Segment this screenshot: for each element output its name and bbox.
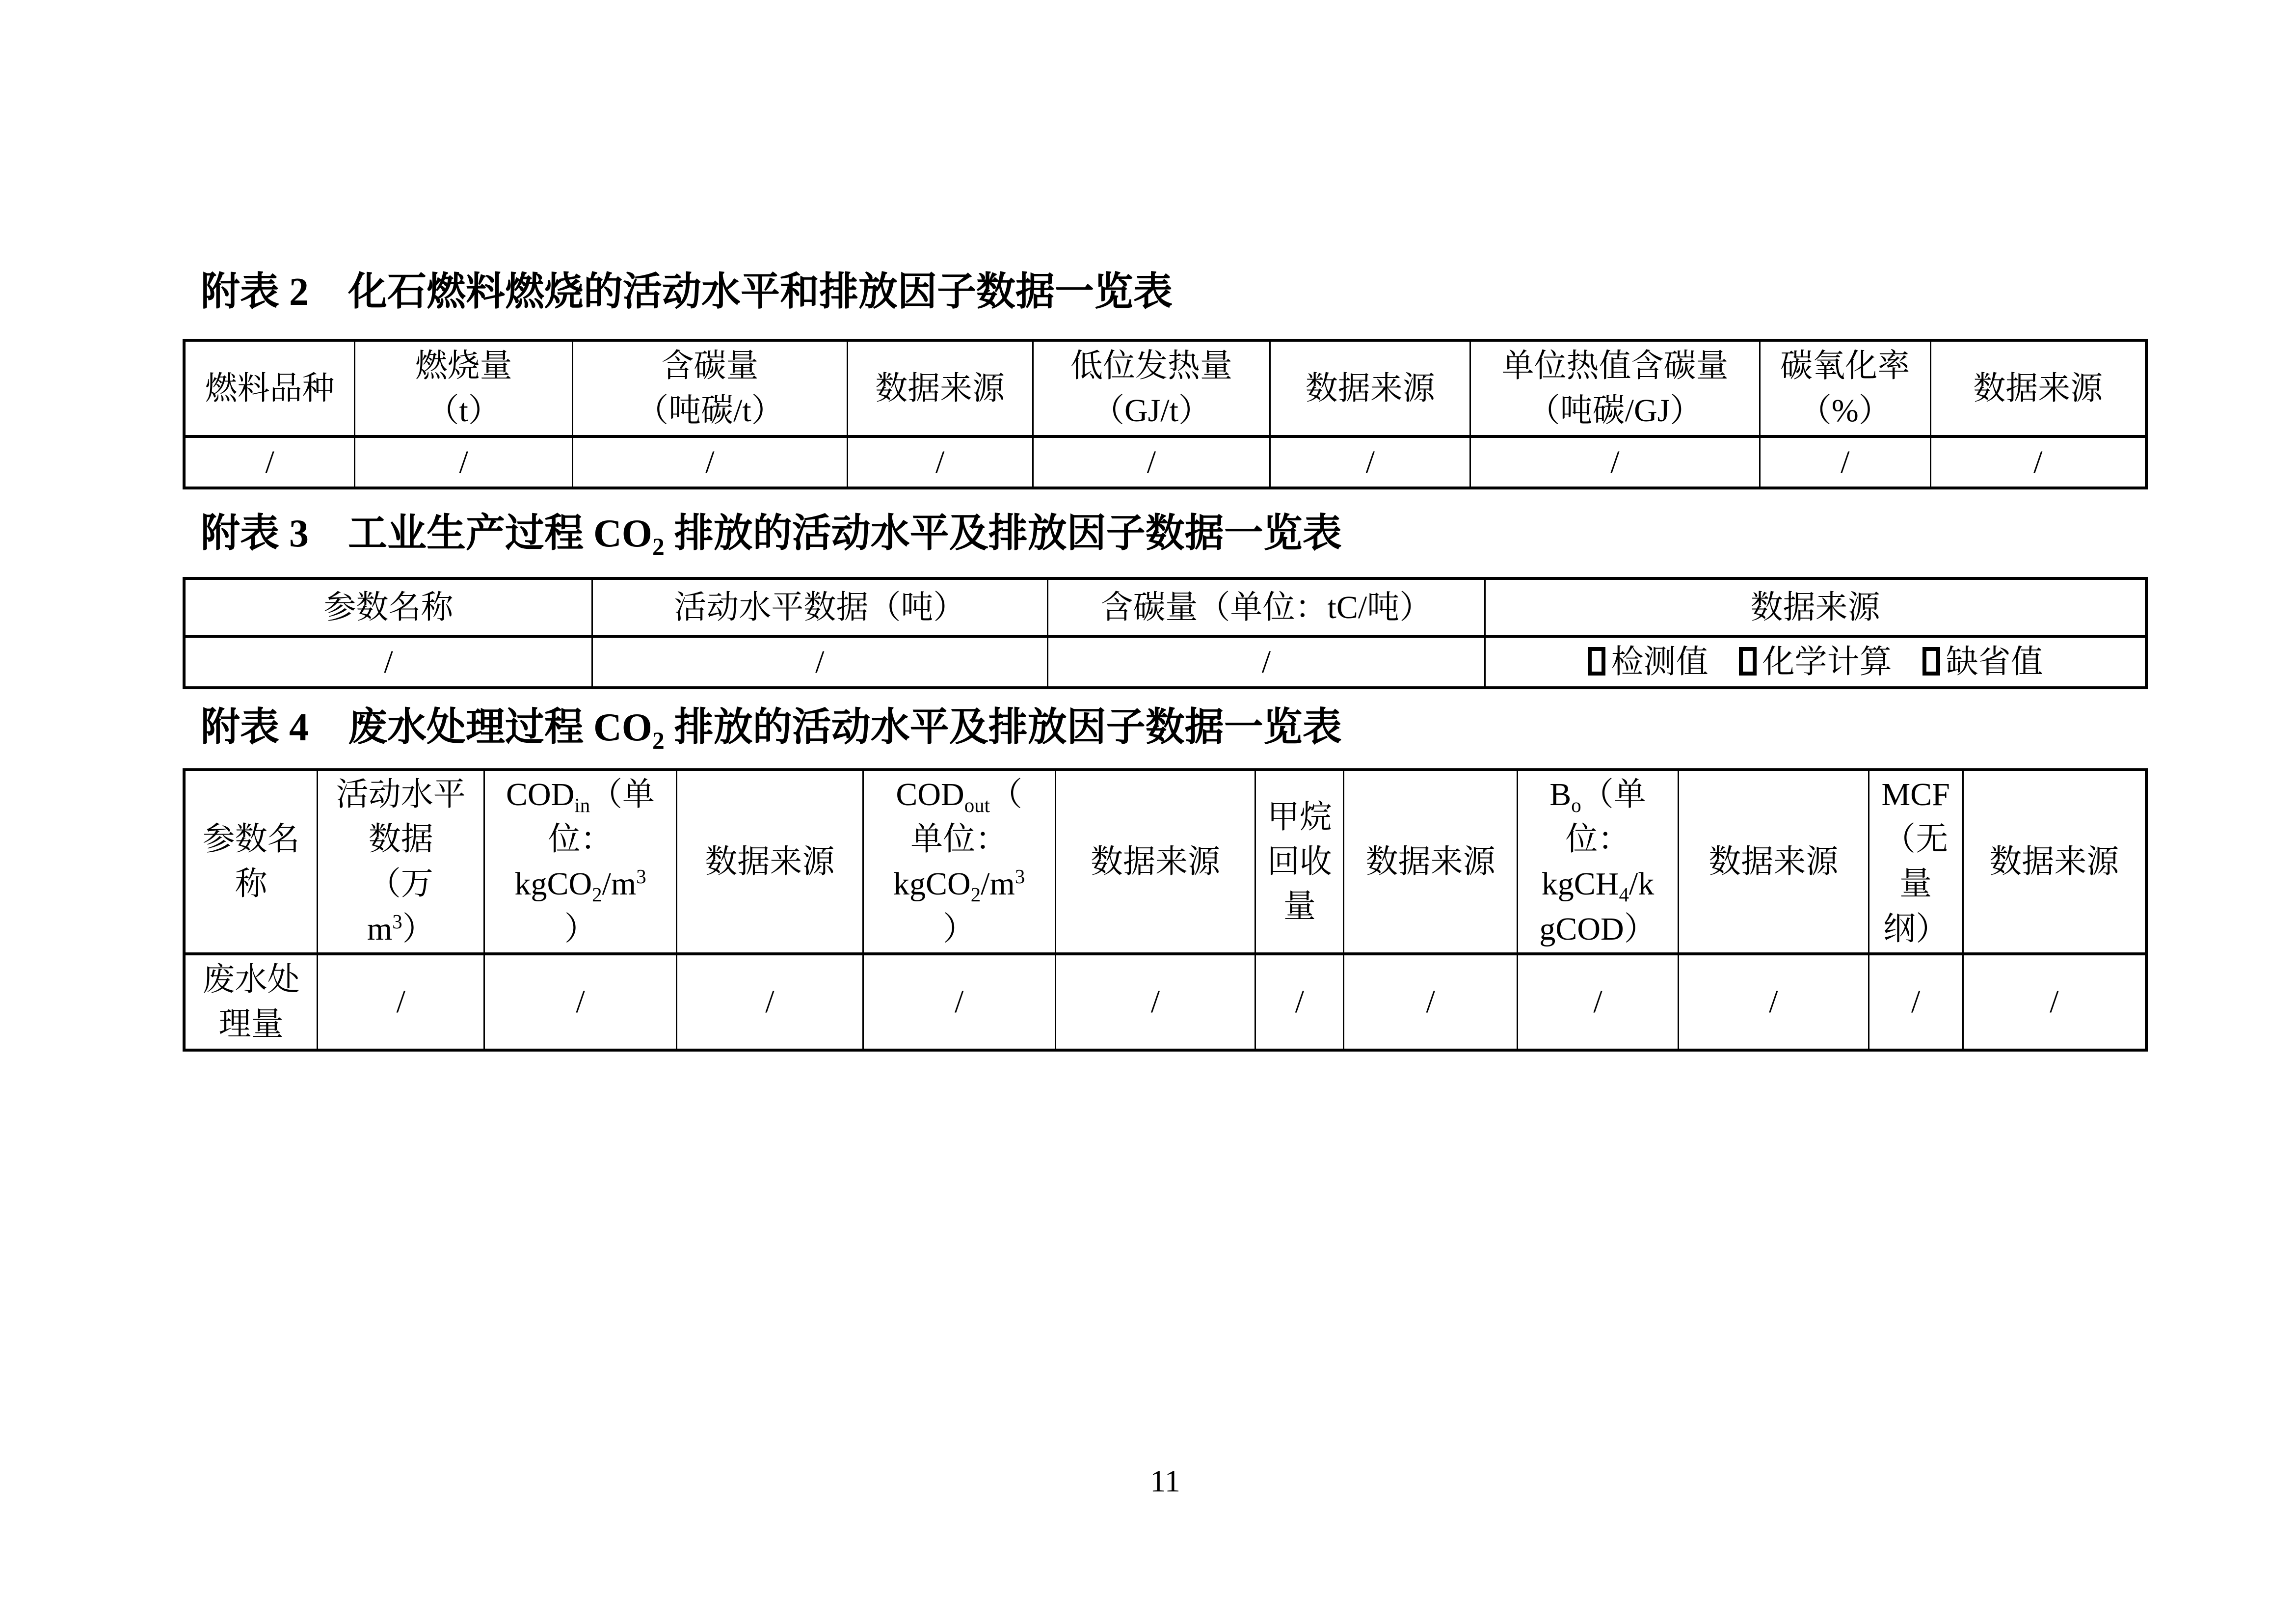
data-cell: / [1760,436,1930,488]
data-row [184,636,2146,688]
header-cell: 数据来源 [1055,770,1255,953]
header-cell: 甲烷 回收 量 [1255,770,1344,953]
data-cell: / [484,954,677,1050]
data-cell: / [1963,954,2146,1050]
data-cell: / [1678,954,1869,1050]
data-cell: / [1869,954,1963,1050]
header-cell: 参数名 称 [184,770,318,953]
checkbox-icon [1739,647,1757,676]
data-row [184,954,2146,1050]
header-cell: 数据来源 [1963,770,2146,953]
header-cell: $B_o$（单 位： kgCH$_4$/k gCOD） [1518,770,1679,953]
header-cell: $COD_{out}$（ 单位： $kgCO_2/m^3$ ） [863,770,1055,953]
data-cell: / [1055,954,1255,1050]
header-cell: 单位热值含碳量 （吨碳/GJ） [1470,340,1760,436]
header-row [184,770,2146,953]
data-cell: / [184,636,592,688]
checkbox-label: 检测值 [1611,644,1709,680]
data-cell: / [847,436,1033,488]
header-cell: 数据来源 [1678,770,1869,953]
data-cell: / [355,436,573,488]
data-cell: / [1255,954,1344,1050]
wastewater-treatment-table [183,768,2148,1051]
data-cell: / [184,436,355,488]
checkbox-label: 缺省值 [1946,644,2043,680]
industrial-process-table [183,577,2148,689]
data-cell: / [1270,436,1470,488]
data-cell: / [1930,436,2146,488]
header-cell: MCF （无 量纲） [1869,770,1963,953]
data-cell: 废水处 理量 [184,954,318,1050]
header-cell: 数据来源 [1485,578,2146,636]
appendix-table-2-title: 附表 2 化石燃料燃烧的活动水平和排放因子数据一览表 [201,271,1173,314]
data-source-options-cell [1485,636,2146,688]
header-cell: 含碳量（单位：tC/吨） [1047,578,1485,636]
data-cell: / [676,954,863,1050]
header-row [184,578,2146,636]
header-cell: 参数名称 [184,578,592,636]
data-cell: / [1470,436,1760,488]
header-cell: 活动水平数据（吨） [592,578,1048,636]
data-cell: / [573,436,848,488]
header-cell: 燃烧量 （t） [355,340,573,436]
data-cell: / [318,954,484,1050]
header-cell: 数据来源 [847,340,1033,436]
header-cell: 燃料品种 [184,340,355,436]
data-cell: / [863,954,1055,1050]
header-cell: 数据来源 [1930,340,2146,436]
checkbox-label: 化学计算 [1762,644,1892,680]
data-row [184,436,2146,488]
checkbox-icon [1922,647,1940,676]
header-row [184,340,2146,436]
header-cell: 数据来源 [676,770,863,953]
checkbox-option [1922,644,2043,680]
header-cell: 数据来源 [1270,340,1470,436]
checkbox-icon [1588,647,1605,676]
data-cell: / [1033,436,1270,488]
header-cell: 数据来源 [1344,770,1518,953]
header-cell: 碳氧化率 （%） [1760,340,1930,436]
page-number: 11 [1150,1463,1180,1498]
header-cell: 低位发热量 （GJ/t） [1033,340,1270,436]
header-cell: 活动水平 数据 （万 $m^3$） [318,770,484,953]
data-cell: / [1518,954,1679,1050]
checkbox-option [1588,644,1709,680]
header-cell: $COD_{in}$（单 位： $kgCO_2/m^3$ ） [484,770,677,953]
checkbox-option [1739,644,1892,680]
appendix-table-3-title: 附表 3 工业生产过程 $CO_2$ 排放的活动水平及排放因子数据一览表 [201,512,1342,561]
header-cell: 含碳量 （吨碳/t） [573,340,848,436]
appendix-table-4-title: 附表 4 废水处理过程 $CO_2$ 排放的活动水平及排放因子数据一览表 [201,706,1342,755]
fossil-fuel-combustion-table [183,339,2148,489]
data-cell: / [1344,954,1518,1050]
data-cell: / [592,636,1048,688]
data-cell: / [1047,636,1485,688]
